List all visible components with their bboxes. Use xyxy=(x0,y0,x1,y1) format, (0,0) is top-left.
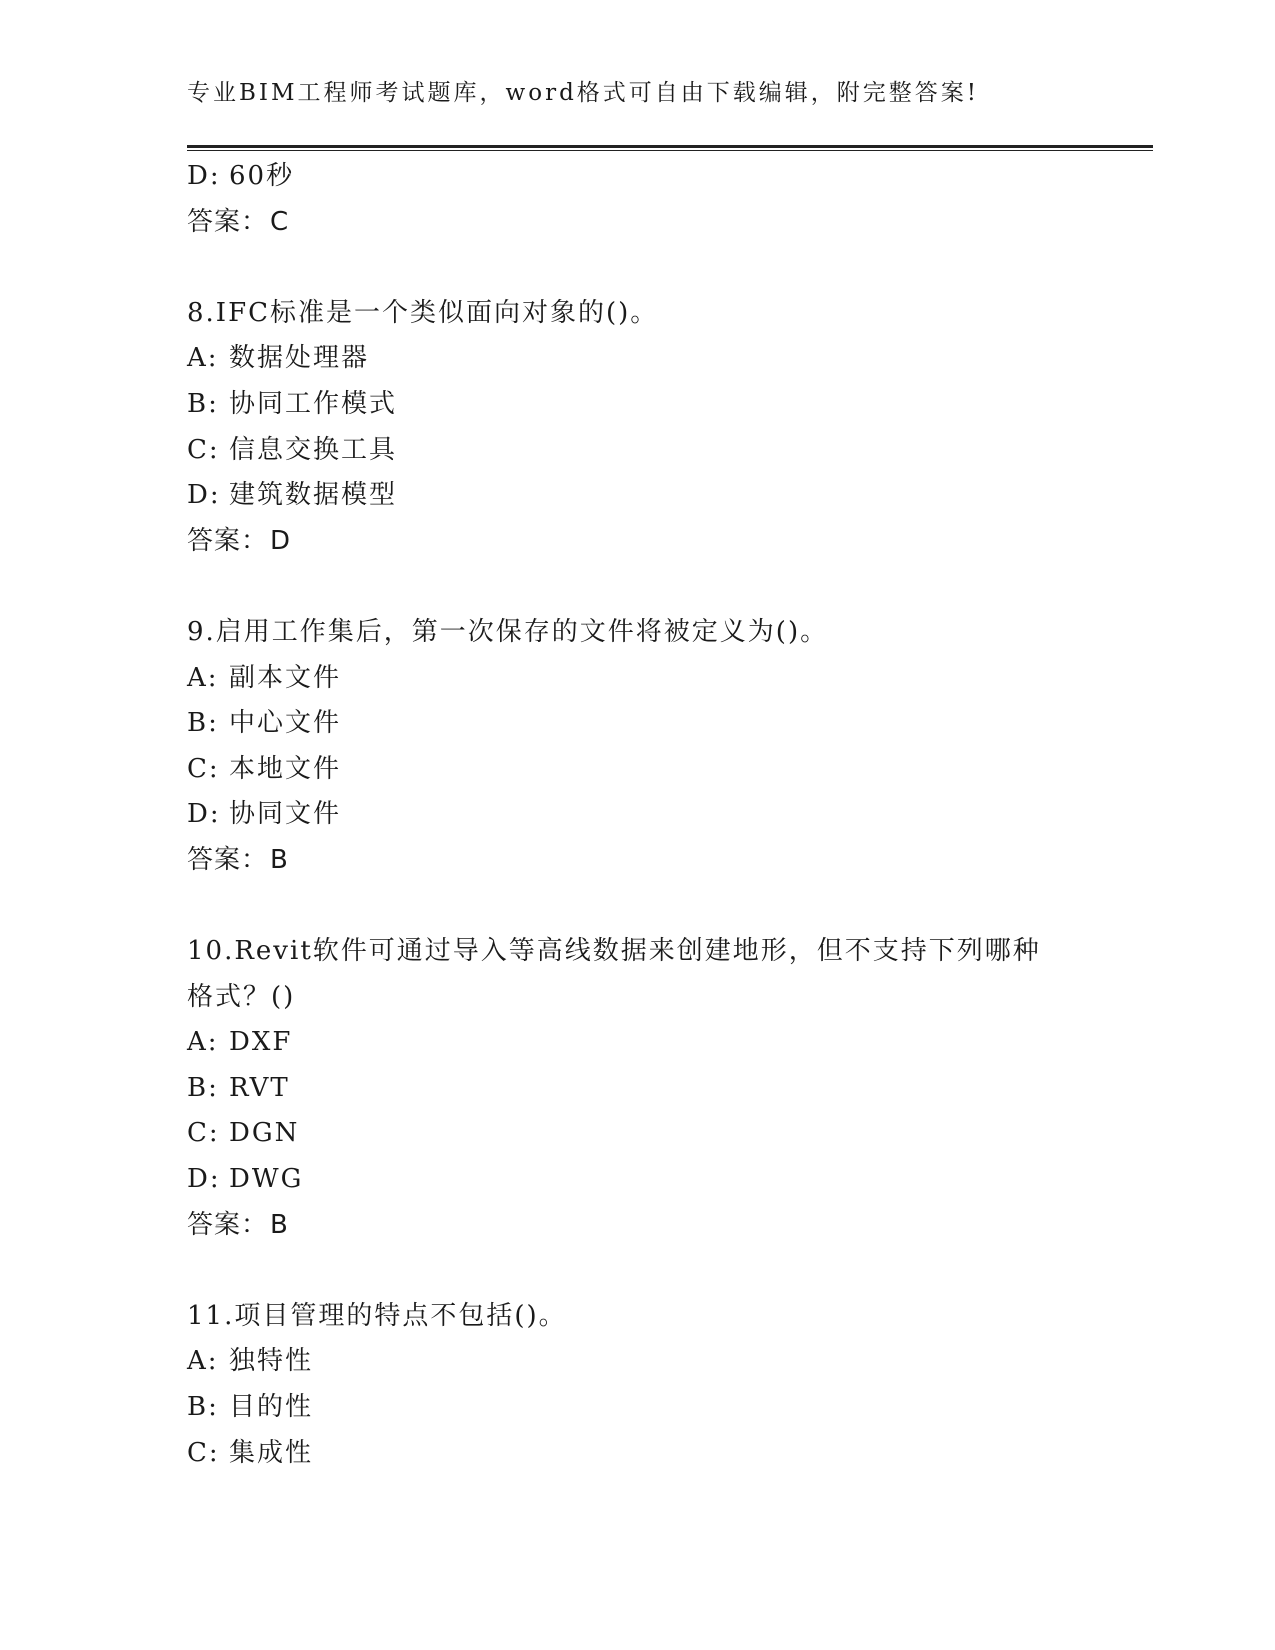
option-line xyxy=(187,1431,1067,1477)
option-key: D: xyxy=(187,1164,221,1195)
option-line xyxy=(187,428,1067,474)
answer-value: B xyxy=(270,1209,289,1240)
option-text: 中心文件 xyxy=(229,708,342,739)
option-key: B: xyxy=(187,388,219,419)
option-key: C: xyxy=(187,1118,220,1149)
option-line xyxy=(187,382,1067,428)
option-text: 协同文件 xyxy=(229,799,342,830)
option-text: 目的性 xyxy=(229,1392,314,1423)
question-text: 8.IFC标准是一个类似面向对象的()。 xyxy=(187,297,659,328)
option-line xyxy=(187,1157,1067,1203)
option-text: 本地文件 xyxy=(229,753,342,784)
option-line xyxy=(187,701,1067,747)
answer-value: D xyxy=(270,525,292,556)
option-line xyxy=(187,656,1067,702)
option-line xyxy=(187,792,1067,838)
option-key: A: xyxy=(187,1346,219,1377)
spacer xyxy=(187,245,1067,291)
option-line xyxy=(187,336,1067,382)
spacer xyxy=(187,884,1067,930)
option-text: 副本文件 xyxy=(229,662,342,693)
answer-label: 答案： xyxy=(187,1209,269,1240)
answer-value: C xyxy=(270,206,290,237)
answer-label: 答案： xyxy=(187,844,269,875)
option-text: RVT xyxy=(229,1072,290,1103)
option-key: C: xyxy=(187,1437,220,1468)
option-text: 信息交换工具 xyxy=(229,434,398,465)
option-key: C: xyxy=(187,434,220,465)
answer-label: 答案： xyxy=(187,525,269,556)
option-text: 数据处理器 xyxy=(229,343,370,374)
answer-line xyxy=(187,1203,1067,1249)
option-key: A: xyxy=(187,343,219,374)
option-line xyxy=(187,1111,1067,1157)
question-text: 9.启用工作集后，第一次保存的文件将被定义为()。 xyxy=(187,616,829,647)
answer-line xyxy=(187,200,1067,246)
question-text: 11.项目管理的特点不包括()。 xyxy=(187,1300,567,1331)
option-text: DGN xyxy=(229,1118,300,1149)
option-line xyxy=(187,1066,1067,1112)
question-text: 10.Revit软件可通过导入等高线数据来创建地形，但不支持下列哪种格式？() xyxy=(187,936,1041,1012)
option-key: C: xyxy=(187,753,220,784)
option-line xyxy=(187,1385,1067,1431)
option-key: A: xyxy=(187,662,219,693)
option-line xyxy=(187,1339,1067,1385)
header-divider xyxy=(187,145,1153,151)
option-line xyxy=(187,154,1067,200)
spacer xyxy=(187,1248,1067,1294)
answer-value: B xyxy=(270,844,289,875)
spacer xyxy=(187,564,1067,610)
option-key: B: xyxy=(187,1072,219,1103)
option-text: DWG xyxy=(229,1164,304,1195)
option-key: B: xyxy=(187,1392,219,1423)
option-key: D: xyxy=(187,799,221,830)
option-line xyxy=(187,473,1067,519)
answer-line xyxy=(187,838,1067,884)
option-line xyxy=(187,1020,1067,1066)
option-key: A: xyxy=(187,1027,219,1058)
option-text: 协同工作模式 xyxy=(229,388,398,419)
option-key: D: xyxy=(187,161,221,191)
answer-line xyxy=(187,519,1067,565)
answer-label: 答案： xyxy=(187,206,269,237)
option-text: DXF xyxy=(229,1027,293,1058)
option-text: 集成性 xyxy=(229,1437,314,1468)
header-note: 专业BIM工程师考试题库，word格式可自由下载编辑，附完整答案! xyxy=(187,80,980,106)
question-content xyxy=(187,154,1067,1476)
option-line xyxy=(187,747,1067,793)
option-text: 60秒 xyxy=(229,161,295,191)
option-key: D: xyxy=(187,480,221,511)
option-text: 建筑数据模型 xyxy=(229,480,398,511)
option-key: B: xyxy=(187,708,219,739)
option-text: 独特性 xyxy=(229,1346,314,1377)
